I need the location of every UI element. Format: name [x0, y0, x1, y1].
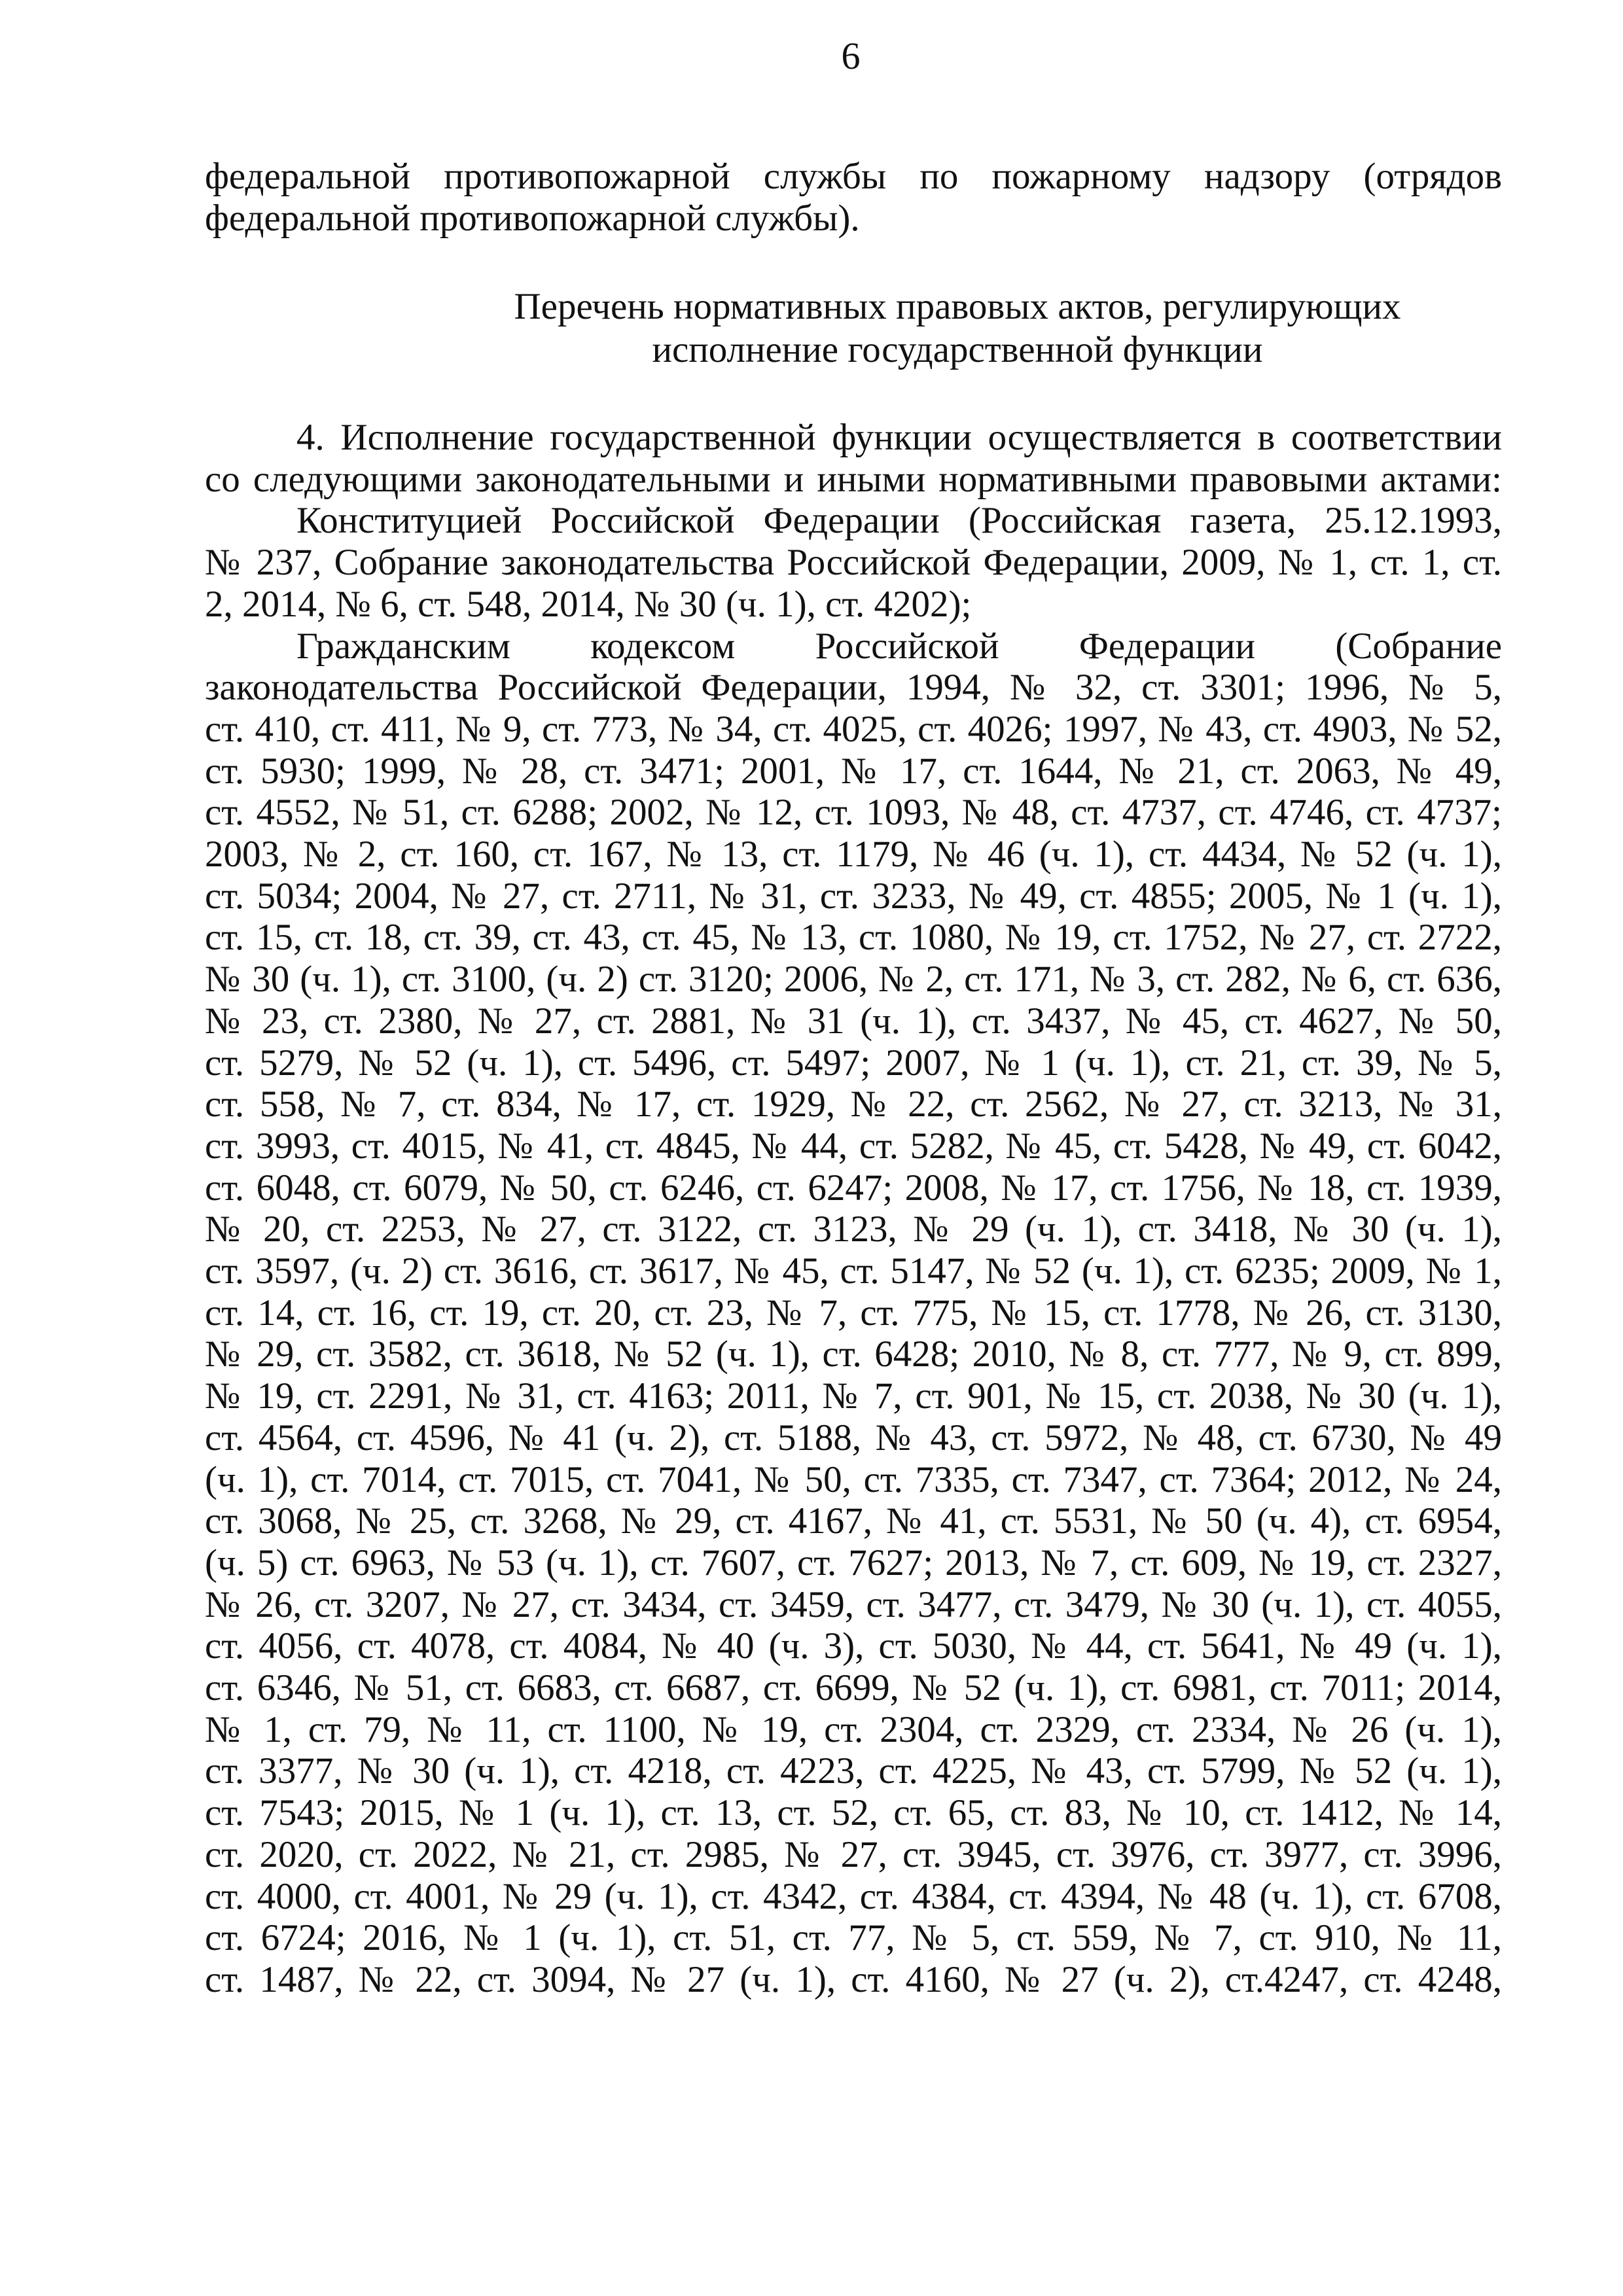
body-line: ст. 3993, ст. 4015, № 41, ст. 4845, № 44, ст. 5282, № 45, ст. 5428, № 49, ст. 6042, [205, 1125, 1502, 1167]
body-line: № 29, ст. 3582, ст. 3618, № 52 (ч. 1), ст. 6428; 2010, № 8, ст. 777, № 9, ст. 899, [205, 1333, 1502, 1375]
body-line: № 23, ст. 2380, № 27, ст. 2881, № 31 (ч. 1), ст. 3437, № 45, ст. 4627, № 50, [205, 1000, 1502, 1042]
body-line: (ч. 1), ст. 7014, ст. 7015, ст. 7041, № 50, ст. 7335, ст. 7347, ст. 7364; 2012, № 24, [205, 1458, 1502, 1500]
intro-line: федеральной противопожарной службы по пожарному надзору (отрядов [205, 156, 1502, 197]
body-line: ст. 5034; 2004, № 27, ст. 2711, № 31, ст. 3233, № 49, ст. 4855; 2005, № 1 (ч. 1), [205, 875, 1502, 917]
body-line: 2, 2014, № 6, ст. 548, 2014, № 30 (ч. 1), ст. 4202); [205, 583, 972, 625]
body-line: Гражданским кодексом Российской Федерации (Собрание [296, 625, 1502, 667]
body-line: ст. 3597, (ч. 2) ст. 3616, ст. 3617, № 45, ст. 5147, № 52 (ч. 1), ст. 6235; 2009, № 1, [205, 1250, 1502, 1292]
body-line: (ч. 5) ст. 6963, № 53 (ч. 1), ст. 7607, ст. 7627; 2013, № 7, ст. 609, № 19, ст. 2327, [205, 1542, 1502, 1583]
body-line: законодательства Российской Федерации, 1994, № 32, ст. 3301; 1996, № 5, [205, 667, 1502, 709]
section-heading: Перечень нормативных правовых актов, регулирующих [514, 286, 1401, 327]
body-line: № 26, ст. 3207, № 27, ст. 3434, ст. 3459, ст. 3477, ст. 3479, № 30 (ч. 1), ст. 4055, [205, 1583, 1502, 1625]
section-heading: исполнение государственной функции [652, 329, 1263, 370]
body-line: ст. 4056, ст. 4078, ст. 4084, № 40 (ч. 3), ст. 5030, № 44, ст. 5641, № 49 (ч. 1), [205, 1625, 1502, 1667]
body-line: ст. 410, ст. 411, № 9, ст. 773, № 34, ст. 4025, ст. 4026; 1997, № 43, ст. 4903, № 52, [205, 708, 1502, 750]
body-line: № 19, ст. 2291, № 31, ст. 4163; 2011, № 7, ст. 901, № 15, ст. 2038, № 30 (ч. 1), [205, 1375, 1502, 1417]
body-line: ст. 4000, ст. 4001, № 29 (ч. 1), ст. 4342, ст. 4384, ст. 4394, № 48 (ч. 1), ст. 6708, [205, 1875, 1502, 1917]
body-line: ст. 5930; 1999, № 28, ст. 3471; 2001, № 17, ст. 1644, № 21, ст. 2063, № 49, [205, 750, 1502, 792]
body-line: ст. 15, ст. 18, ст. 39, ст. 43, ст. 45, № 13, ст. 1080, № 19, ст. 1752, № 27, ст. 2722, [205, 917, 1502, 959]
body-line: ст. 6048, ст. 6079, № 50, ст. 6246, ст. 6247; 2008, № 17, ст. 1756, № 18, ст. 1939, [205, 1167, 1502, 1209]
body-line: 2003, № 2, ст. 160, ст. 167, № 13, ст. 1179, № 46 (ч. 1), ст. 4434, № 52 (ч. 1), [205, 834, 1502, 875]
body-line: № 1, ст. 79, № 11, ст. 1100, № 19, ст. 2304, ст. 2329, ст. 2334, № 26 (ч. 1), [205, 1708, 1502, 1750]
intro-line: федеральной противопожарной службы). [205, 198, 860, 239]
body-line: № 30 (ч. 1), ст. 3100, (ч. 2) ст. 3120; 2006, № 2, ст. 171, № 3, ст. 282, № 6, ст. 636, [205, 959, 1502, 1000]
body-line: Конституцией Российской Федерации (Российская газета, 25.12.1993, [296, 500, 1502, 542]
body-line: ст. 6724; 2016, № 1 (ч. 1), ст. 51, ст. 77, № 5, ст. 559, № 7, ст. 910, № 11, [205, 1917, 1502, 1959]
body-line: 4. Исполнение государственной функции осуществляется в соответствии [296, 417, 1502, 458]
body-line: № 237, Собрание законодательства Российской Федерации, 2009, № 1, ст. 1, ст. [205, 542, 1502, 584]
body-line: ст. 3377, № 30 (ч. 1), ст. 4218, ст. 4223, ст. 4225, № 43, ст. 5799, № 52 (ч. 1), [205, 1750, 1502, 1792]
body-line: ст. 14, ст. 16, ст. 19, ст. 20, ст. 23, № 7, ст. 775, № 15, ст. 1778, № 26, ст. 3130, [205, 1292, 1502, 1333]
body-line: ст. 4564, ст. 4596, № 41 (ч. 2), ст. 5188, № 43, ст. 5972, № 48, ст. 6730, № 49 [205, 1417, 1502, 1458]
page-number: 6 [841, 35, 861, 77]
body-line: ст. 2020, ст. 2022, № 21, ст. 2985, № 27, ст. 3945, ст. 3976, ст. 3977, ст. 3996, [205, 1833, 1502, 1875]
body-line: ст. 6346, № 51, ст. 6683, ст. 6687, ст. 6699, № 52 (ч. 1), ст. 6981, ст. 7011; 2014, [205, 1667, 1502, 1708]
body-line: № 20, ст. 2253, № 27, ст. 3122, ст. 3123, № 29 (ч. 1), ст. 3418, № 30 (ч. 1), [205, 1209, 1502, 1250]
body-line: ст. 7543; 2015, № 1 (ч. 1), ст. 13, ст. 52, ст. 65, ст. 83, № 10, ст. 1412, № 14, [205, 1792, 1502, 1834]
body-line: ст. 1487, № 22, ст. 3094, № 27 (ч. 1), ст. 4160, № 27 (ч. 2), ст.4247, ст. 4248, [205, 1958, 1502, 2000]
body-line: ст. 3068, № 25, ст. 3268, № 29, ст. 4167, № 41, ст. 5531, № 50 (ч. 4), ст. 6954, [205, 1500, 1502, 1542]
body-line: ст. 558, № 7, ст. 834, № 17, ст. 1929, № 22, ст. 2562, № 27, ст. 3213, № 31, [205, 1084, 1502, 1125]
body-line: ст. 4552, № 51, ст. 6288; 2002, № 12, ст. 1093, № 48, ст. 4737, ст. 4746, ст. 4737; [205, 792, 1502, 834]
body-line: со следующими законодательными и иными нормативными правовыми актами: [205, 458, 1502, 500]
body-line: ст. 5279, № 52 (ч. 1), ст. 5496, ст. 5497; 2007, № 1 (ч. 1), ст. 21, ст. 39, № 5, [205, 1042, 1502, 1084]
